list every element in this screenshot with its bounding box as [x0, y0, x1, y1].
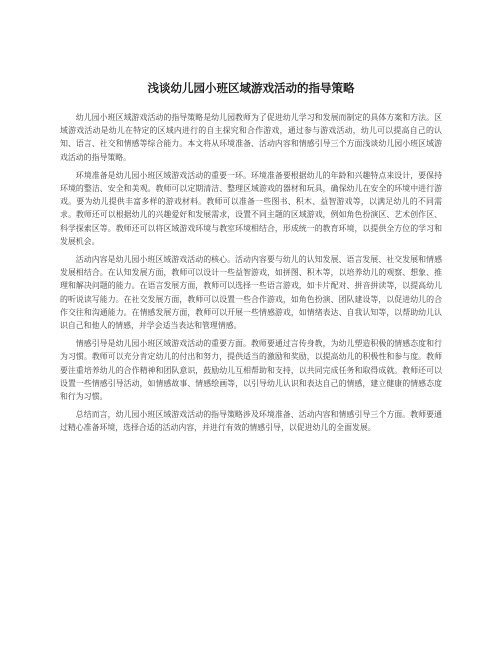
document-title: 浅谈幼儿园小班区域游戏活动的指导策略 — [147, 81, 355, 95]
paragraph-summary: 总结而言，幼儿园小班区域游戏活动的指导策略涉及环境准备、活动内容和情感引导三个方面。教师要通过精心准备环境，选择合适的活动内容，并进行有效的情感引导，以促进幼儿的全面发展。 — [60, 410, 442, 433]
paragraph-emotion: 情感引导是幼儿园小班区域游戏活动的重要方面。教师要通过言传身教，为幼儿塑造积极的情感态度和行为习惯。教师可以充分肯定幼儿的付出和努力，提供适当的激励和奖励，以提高幼儿的积极性和参与度。教师要注重培养幼儿的合作精神和团队意识，鼓励幼儿互相帮助和支持，以共同完成任务和取得成就。教师还可以设置一些情感引导活动，如情感故事、情感绘画等，以引导幼儿认识和表达自己的情感，建立健康的情感态度和行为习惯。 — [60, 339, 442, 402]
paragraph-environment: 环境准备是幼儿园小班区域游戏活动的重要一环。环境准备要根据幼儿的年龄和兴趣特点来设计，要保持环境的整洁、安全和美观。教师可以定期清洁、整理区域游戏的器材和玩具，确保幼儿在安全的环境中进行游戏。要为幼儿提供丰富多样的游戏材料。教师可以准备一些图书、积木、益智游戏等，以满足幼儿的不同需求。教师还可以根据幼儿的兴趣爱好和发展需求，设置不同主题的区域游戏，例如角色扮演区、艺术创作区、科学探索区等。教师还可以将区域游戏环境与教室环境相结合，形成统一的教育环境，以提供全方位的学习和发展机会。 — [60, 170, 442, 246]
paragraph-content: 活动内容是幼儿园小班区域游戏活动的核心。活动内容要与幼儿的认知发展、语言发展、社交发展和情感发展相结合。在认知发展方面，教师可以设计一些益智游戏，如拼图、积木等，以培养幼儿的观察、想象、推理和解决问题的能力。在语言发展方面，教师可以选择一些语言游戏，如卡片配对、拼音拼读等，以提高幼儿的听说读写能力。在社交发展方面，教师可以设置一些合作游戏，如角色扮演、团队建设等，以促进幼儿的合作交往和沟通能力。在情感发展方面，教师可以开展一些情感游戏，如情绪表达、自我认知等，以帮助幼儿认识自己和他人的情感，并学会适当表达和管理情感。 — [60, 255, 442, 331]
paragraph-intro: 幼儿园小班区域游戏活动的指导策略是幼儿园教师为了促进幼儿学习和发展而制定的具体方案和方法。区域游戏活动是幼儿在特定的区域内进行的自主探究和合作游戏，通过参与游戏活动，幼儿可以提高自己的认知、语言、社交和情感等综合能力。本文将从环境准备、活动内容和情感引导三个方面浅谈幼儿园小班区域游戏活动的指导策略。 — [60, 113, 442, 162]
